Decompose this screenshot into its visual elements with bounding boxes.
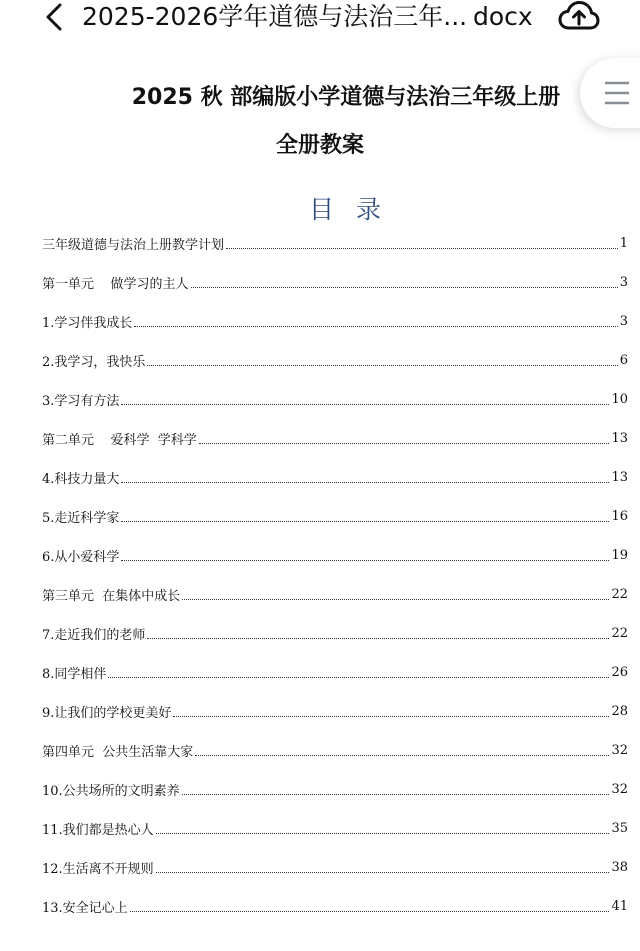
file-title: 2025-2026学年道德与法治三年... — [82, 2, 468, 31]
toc-entry-page-number: 10 — [611, 392, 628, 407]
toc-entry-page-number: 41 — [611, 899, 628, 914]
toc-entry[interactable] — [42, 380, 628, 419]
toc-entry-label: 第三单元 在集体中成长 — [42, 589, 181, 604]
toc-entry[interactable] — [42, 224, 628, 263]
toc-entry-page-number: 1 — [619, 236, 628, 251]
toc-entry-label: 1.学习伴我成长 — [42, 316, 133, 331]
toc-dot-leader — [182, 793, 610, 795]
toc-entry-page-number: 6 — [619, 353, 628, 368]
toc-entry-label: 2.我学习，我快乐 — [42, 355, 146, 370]
toc-entry-label: 第一单元 做学习的主人 — [42, 277, 189, 292]
toc-entry[interactable] — [42, 263, 628, 302]
toc-entry[interactable] — [42, 809, 628, 848]
toc-dot-leader — [130, 910, 610, 912]
toc-entry-page-number: 22 — [611, 626, 628, 641]
toc-entry-label: 7.走近我们的老师 — [42, 628, 146, 643]
toc-entry[interactable] — [42, 497, 628, 536]
toc-dot-leader — [121, 403, 609, 405]
toc-dot-leader — [173, 715, 609, 717]
toc-entry-page-number: 28 — [611, 704, 628, 719]
toc-entry-label: 4.科技力量大 — [42, 472, 120, 487]
toc-entry-page-number: 13 — [611, 470, 628, 485]
toc-entry-label: 三年级道德与法治上册教学计划 — [42, 238, 225, 253]
toc-dot-leader — [147, 364, 617, 366]
top-bar — [0, 0, 640, 36]
toc-entry-label: 第二单元 爱科学 学科学 — [42, 433, 197, 448]
toc-entry-label: 8.同学相伴 — [42, 667, 107, 682]
toc-entry[interactable] — [42, 614, 628, 653]
toc-entry[interactable] — [42, 848, 628, 887]
toc-entry-label: 3.学习有方法 — [42, 394, 120, 409]
toc-entry-label: 10.公共场所的文明素养 — [42, 784, 180, 799]
toc-entry[interactable] — [42, 887, 628, 926]
toc-entry-label: 第四单元 公共生活靠大家 — [42, 745, 194, 760]
toc-entry-label: 5.走近科学家 — [42, 511, 120, 526]
toc-entry-page-number: 32 — [611, 743, 628, 758]
back-button[interactable] — [40, 2, 68, 32]
toc-dot-leader — [121, 481, 609, 483]
chevron-left-icon — [40, 2, 68, 32]
cloud-upload-icon — [558, 0, 600, 34]
document-subtitle: 全册教案 — [275, 133, 364, 158]
toc-entry-page-number: 16 — [611, 509, 628, 524]
toc-entry[interactable] — [42, 341, 628, 380]
toc-dot-leader — [134, 325, 617, 327]
file-extension: docx — [473, 2, 533, 31]
toc-entry-label: 11.我们都是热心人 — [42, 823, 154, 838]
toc-entry-label: 13.安全记心上 — [42, 901, 128, 916]
toc-entry[interactable] — [42, 536, 628, 575]
toc-entry-page-number: 19 — [611, 548, 628, 563]
toc-entry[interactable] — [42, 653, 628, 692]
toc-entry[interactable] — [42, 731, 628, 770]
toc-entry-page-number: 35 — [611, 821, 628, 836]
toc-entry[interactable] — [42, 458, 628, 497]
table-of-contents — [42, 224, 628, 926]
toc-entry-page-number: 13 — [611, 431, 628, 446]
toc-dot-leader — [121, 559, 609, 561]
cloud-upload-button[interactable] — [558, 0, 600, 34]
toc-dot-leader — [121, 520, 609, 522]
toc-entry[interactable] — [42, 302, 628, 341]
toc-dot-leader — [226, 247, 618, 249]
toc-dot-leader — [199, 442, 610, 444]
toc-entry-page-number: 26 — [611, 665, 628, 680]
toc-entry-page-number: 3 — [619, 314, 628, 329]
toc-entry-label: 6.从小爱科学 — [42, 550, 120, 565]
toc-entry-label: 12.生活离不开规则 — [42, 862, 154, 877]
toc-entry[interactable] — [42, 419, 628, 458]
toc-entry-page-number: 3 — [619, 275, 628, 290]
toc-dot-leader — [195, 754, 609, 756]
toc-dot-leader — [191, 286, 618, 288]
toc-entry[interactable] — [42, 692, 628, 731]
toc-entry-page-number: 32 — [611, 782, 628, 797]
toc-heading: 目 录 — [309, 195, 383, 224]
toc-dot-leader — [147, 637, 609, 639]
toc-dot-leader — [108, 676, 609, 678]
toc-dot-leader — [156, 871, 610, 873]
toc-entry[interactable] — [42, 575, 628, 614]
toc-entry-label: 9.让我们的学校更美好 — [42, 706, 172, 721]
toc-entry-page-number: 38 — [611, 860, 628, 875]
toc-entry[interactable] — [42, 770, 628, 809]
toc-dot-leader — [182, 598, 609, 600]
toc-entry-page-number: 22 — [611, 587, 628, 602]
toc-dot-leader — [156, 832, 610, 834]
document-title: 2025 秋 部编版小学道德与法治三年级上册 — [131, 85, 561, 110]
